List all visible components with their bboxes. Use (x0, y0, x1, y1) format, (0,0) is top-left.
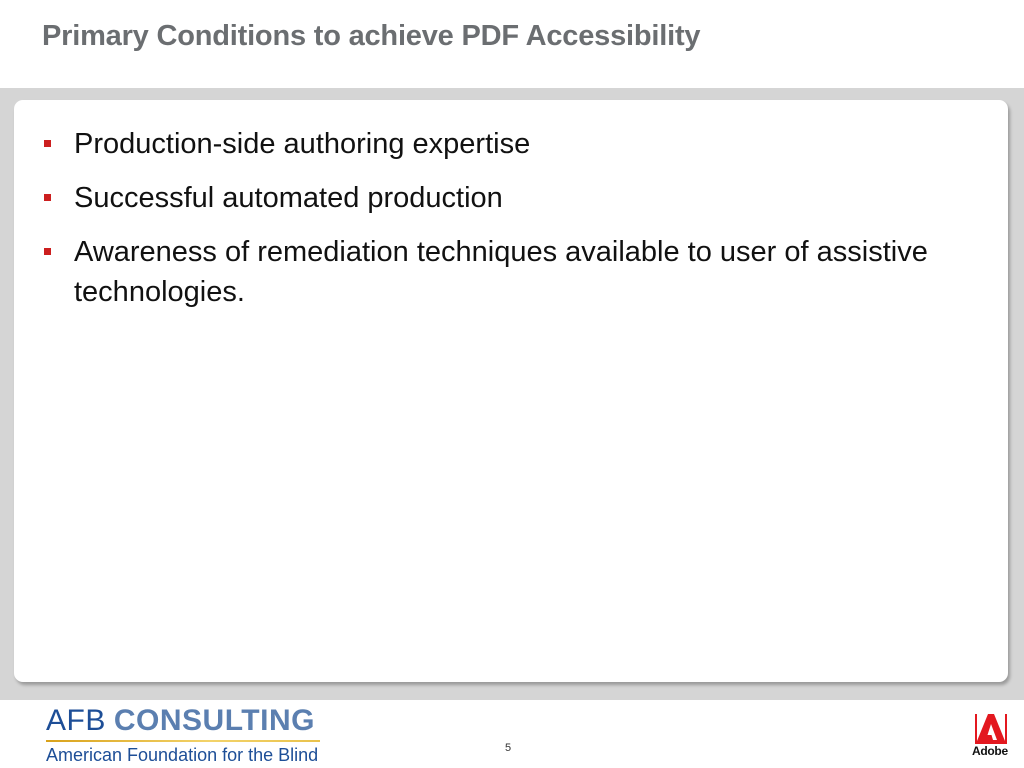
bullet-item (42, 232, 972, 312)
bullet-square-icon (44, 248, 51, 255)
adobe-a-icon (975, 714, 1007, 744)
adobe-wordmark: Adobe (972, 744, 1008, 758)
afb-logo-text: AFB (46, 704, 106, 737)
bullet-item (42, 124, 972, 164)
adobe-logo (972, 714, 1012, 762)
bullet-square-icon (44, 140, 51, 147)
bullet-text: Successful automated production (74, 182, 503, 214)
bullet-square-icon (44, 194, 51, 201)
bullet-list (42, 124, 972, 326)
bullet-item (42, 178, 972, 218)
consulting-logo-text: CONSULTING (113, 704, 315, 737)
afb-tagline: American Foundation for the Blind (46, 745, 319, 765)
afb-logo-wordmark (46, 704, 315, 738)
slide-title: Primary Conditions to achieve PDF Accessibility (42, 20, 701, 52)
bullet-text: Awareness of remediation techniques available to user of assistive technologies. (74, 236, 928, 308)
afb-consulting-logo (46, 704, 326, 764)
bullet-text: Production-side authoring expertise (74, 128, 531, 160)
page-number: 5 (505, 742, 512, 754)
